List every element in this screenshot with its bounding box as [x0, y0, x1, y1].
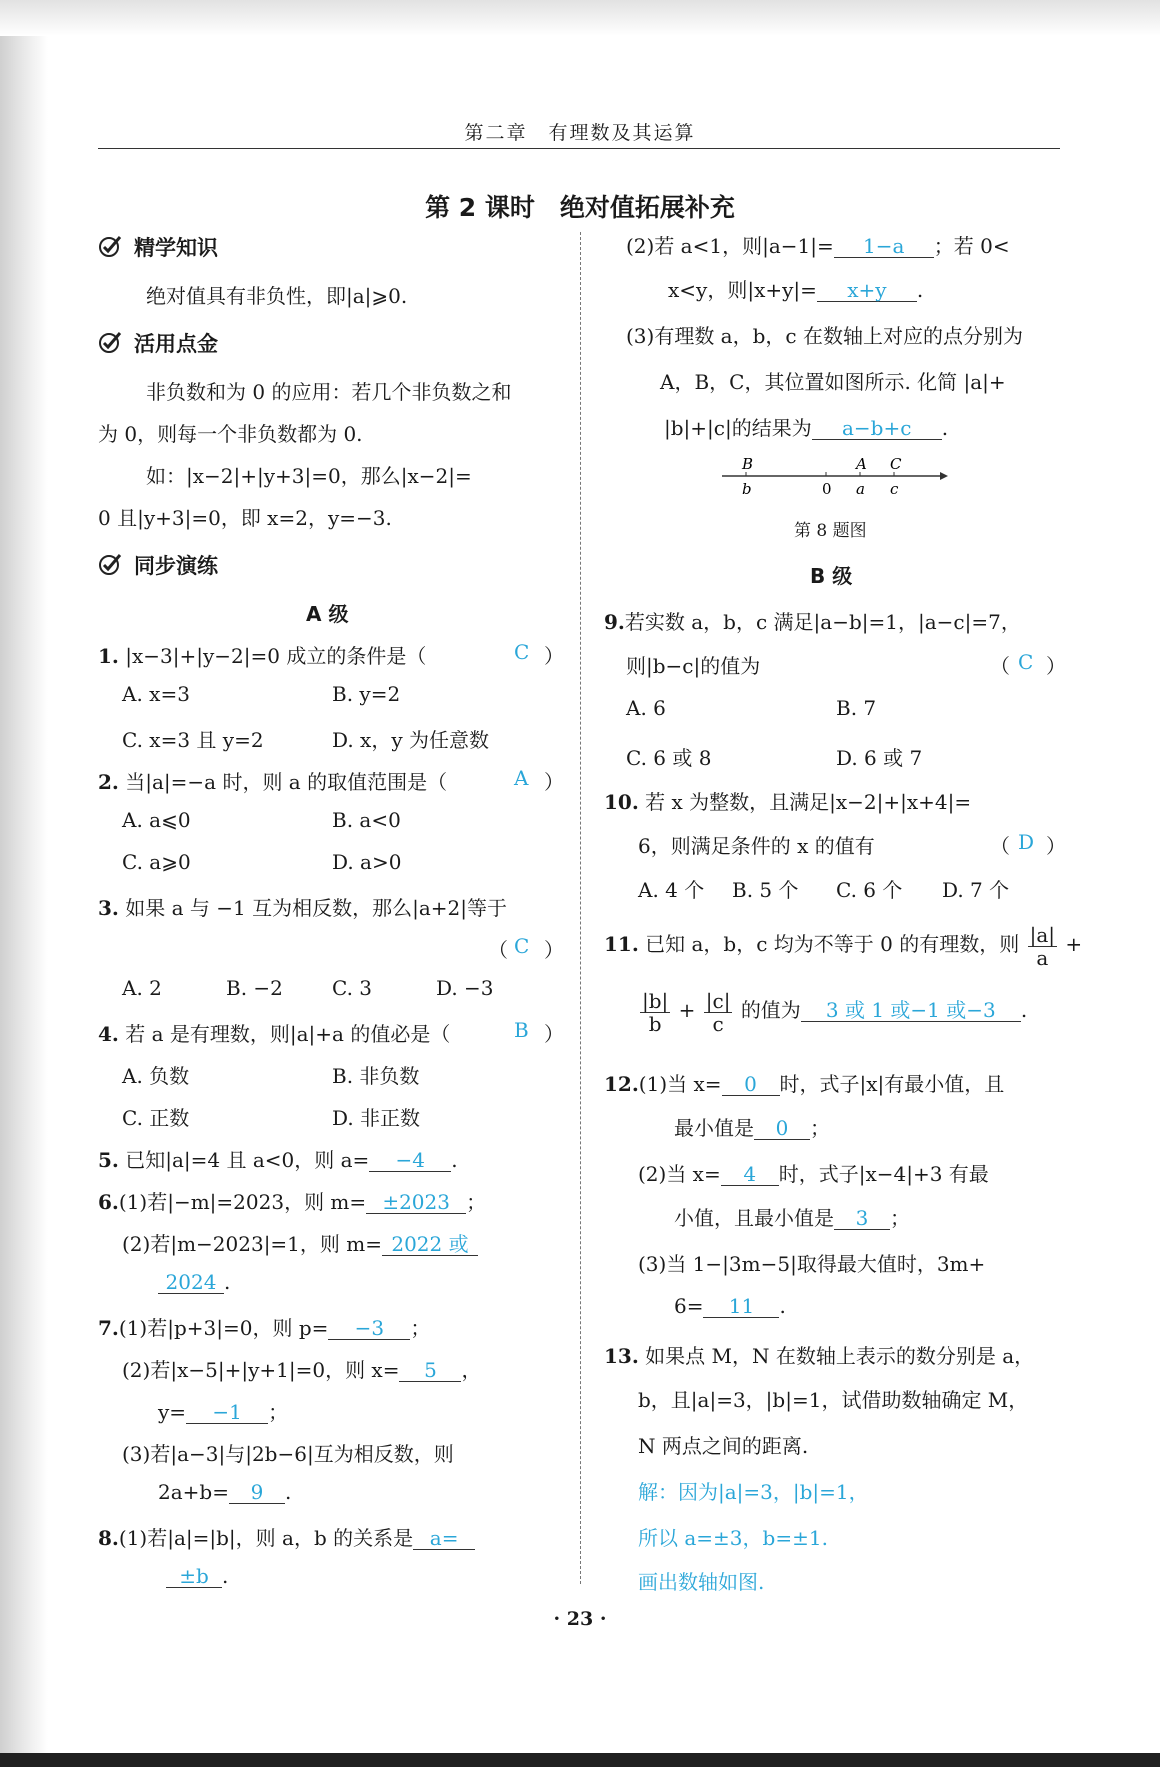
question-8-part-3-line-3: |b|+|c|的结果为 a−b+c .: [664, 416, 949, 440]
q2-answer: A: [514, 766, 529, 790]
q12-answer-2b: 3: [834, 1207, 890, 1230]
q11-answer: 3 或 1 或−1 或−3: [801, 999, 1021, 1022]
label-B: B: [742, 455, 754, 473]
q3-close: ）: [544, 938, 564, 962]
q8-answer-3: a−b+c: [812, 417, 942, 440]
q10-option-a: A. 4 个: [638, 878, 705, 902]
question-7-part-1: 7.(1)若|p+3|=0，则 p= −3 ；: [98, 1316, 431, 1340]
q1-option-c: C. x=3 且 y=2: [122, 728, 264, 752]
q1-option-d: D. x，y 为任意数: [332, 728, 489, 752]
q4-close: ）: [544, 1022, 564, 1046]
q13-solution-3: 画出数轴如图.: [638, 1570, 765, 1594]
check-badge-icon: [98, 330, 122, 354]
question-4: 4. 若 a 是有理数，则|a|+a 的值必是（: [98, 1022, 451, 1046]
tips-line-1: 非负数和为 0 的应用：若几个非负数之和: [146, 380, 512, 404]
question-8-part-3-line-2: A，B，C，其位置如图所示. 化简 |a|+: [660, 370, 1006, 394]
q6-answer-1: ±2023: [366, 1191, 466, 1214]
q3-option-c: C. 3: [332, 976, 373, 1000]
question-8-part-3: (3)有理数 a，b，c 在数轴上对应的点分别为: [626, 324, 1023, 348]
q9-option-b: B. 7: [836, 696, 877, 720]
q1-answer: C: [514, 640, 530, 664]
q8-answer-1b: ±b: [166, 1565, 222, 1588]
q2-option-a: A. a⩽0: [122, 808, 191, 832]
q13-solution-1: 解：因为|a|=3，|b|=1，: [638, 1480, 869, 1504]
question-8-part-2-cont: x<y，则|x+y|= x+y .: [668, 278, 924, 302]
q2-close: ）: [544, 770, 564, 794]
fraction-a: $\frac{|a|}{a}$: [1029, 923, 1056, 970]
q8-answer-2: 1−a: [834, 235, 934, 258]
q4-answer: B: [514, 1018, 529, 1042]
question-7-part-3: (3)若|a−3|与|2b−6|互为相反数，则: [122, 1442, 454, 1466]
question-2: 2. 当|a|=−a 时，则 a 的取值范围是（: [98, 770, 448, 794]
level-a-heading: A 级: [306, 602, 349, 626]
section-knowledge: 精学知识: [134, 236, 218, 260]
column-divider: [580, 232, 581, 1584]
q6-answer-2b: 2024: [158, 1271, 224, 1294]
q13-solution-2: 所以 a=±3，b=±1.: [638, 1526, 828, 1550]
page-edge-shadow: [0, 0, 48, 1767]
q4-option-c: C. 正数: [122, 1106, 190, 1130]
question-12-part-2: (2)当 x= 4 时，式子|x−4|+3 有最: [638, 1162, 989, 1186]
tips-line-3: 如：|x−2|+|y+3|=0，那么|x−2|=: [146, 464, 472, 488]
label-C: C: [890, 455, 902, 473]
fraction-c: $\frac{|c|}{c}$: [705, 989, 731, 1036]
question-6-part-2-cont: 2024 .: [158, 1270, 230, 1294]
number-line-arrow: [940, 472, 948, 480]
q12-answer-2: 4: [721, 1163, 779, 1186]
question-11-line-2: $\frac{|b|}{b}$ + $\frac{|c|}{c}$ 的值为 3 或 1 或−1 或−3 .: [642, 989, 1028, 1036]
fraction-b: $\frac{|b|}{b}$: [642, 989, 669, 1036]
q5-answer-blank: −4: [369, 1149, 451, 1172]
page-top-shadow: [0, 0, 1160, 36]
q1-option-a: A. x=3: [122, 682, 190, 706]
question-6-part-1: 6.(1)若|−m|=2023，则 m= ±2023 ；: [98, 1190, 487, 1214]
q7-answer-3: 9: [229, 1481, 285, 1504]
question-12-part-1: 12.(1)当 x= 0 时，式子|x|有最小值，且: [604, 1072, 1005, 1096]
number-line-figure: [718, 452, 950, 502]
question-3: 3. 如果 a 与 −1 互为相反数，那么|a+2|等于: [98, 896, 507, 920]
question-5: 5. 已知|a|=4 且 a<0，则 a= −4 .: [98, 1148, 458, 1172]
q1-close: ）: [544, 644, 564, 668]
q9-option-d: D. 6 或 7: [836, 746, 923, 770]
q12-answer-1: 0: [722, 1073, 780, 1096]
q4-option-d: D. 非正数: [332, 1106, 421, 1130]
q8-answer-2b: x+y: [817, 279, 917, 302]
q10-option-d: D. 7 个: [942, 878, 1010, 902]
q9-option-a: A. 6: [626, 696, 666, 720]
question-12-part-3-cont: 6= 11 .: [674, 1294, 786, 1318]
q9-answer: C: [1018, 650, 1034, 674]
q1-option-b: B. y=2: [332, 682, 401, 706]
q12-answer-3: 11: [703, 1295, 779, 1318]
q10-option-b: B. 5 个: [732, 878, 799, 902]
q3-option-d: D. −3: [436, 976, 494, 1000]
question-8-part-1: 8.(1)若|a|=|b|，则 a，b 的关系是 a=: [98, 1522, 475, 1551]
tips-line-4: 0 且|y+3|=0，即 x=2，y=−3.: [98, 506, 392, 530]
question-8-part-2: (2)若 a<1，则|a−1|= 1−a ；若 0<: [626, 234, 1010, 258]
q6-answer-2a: 2022 或: [382, 1233, 478, 1256]
q10-option-c: C. 6 个: [836, 878, 903, 902]
header-rule: [98, 148, 1060, 149]
q7-answer-1: −3: [328, 1317, 410, 1340]
question-7-part-3-cont: 2a+b= 9 .: [158, 1480, 292, 1504]
question-12-part-2-cont: 小值，且最小值是 3 ；: [674, 1206, 910, 1230]
question-13: 13. 如果点 M，N 在数轴上表示的数分别是 a，: [604, 1344, 1035, 1368]
q8-answer-1a: a=: [413, 1527, 475, 1550]
chapter-header: 第二章 有理数及其运算: [464, 122, 696, 144]
q4-option-a: A. 负数: [122, 1064, 190, 1088]
q9-close: ）: [1046, 654, 1066, 678]
question-8-part-1-cont: ±b .: [166, 1564, 228, 1588]
q9-option-c: C. 6 或 8: [626, 746, 712, 770]
question-13-line-3: N 两点之间的距离.: [638, 1434, 809, 1458]
check-badge-icon: [98, 552, 122, 576]
label-A: A: [856, 455, 867, 473]
q2-option-d: D. a>0: [332, 850, 402, 874]
q7-answer-2b: −1: [186, 1401, 268, 1424]
bottom-bar: [0, 1753, 1160, 1767]
q10-answer: D: [1018, 830, 1035, 854]
label-c: c: [890, 480, 899, 498]
question-12-part-1-cont: 最小值是 0 ；: [674, 1116, 830, 1140]
question-11: 11. 已知 a，b，c 均为不等于 0 的有理数，则 $\frac{|a|}{a}$ +: [604, 923, 1083, 970]
page-number: · 23 ·: [553, 1608, 607, 1630]
level-b-heading: B 级: [810, 564, 853, 588]
knowledge-text: 绝对值具有非负性，即|a|⩾0.: [146, 284, 408, 308]
q3-option-b: B. −2: [226, 976, 283, 1000]
label-0: 0: [822, 480, 832, 498]
lesson-title: 第 2 课时 绝对值拓展补充: [425, 193, 735, 222]
tips-line-2: 为 0，则每一个非负数都为 0.: [98, 422, 363, 446]
q3-option-a: A. 2: [122, 976, 162, 1000]
question-6-part-2: (2)若|m−2023|=1，则 m= 2022 或: [122, 1228, 478, 1257]
q10-close: ）: [1046, 834, 1066, 858]
q7-answer-2: 5: [399, 1359, 461, 1382]
question-12-part-3: (3)当 1−|3m−5|取得最大值时，3m+: [638, 1252, 986, 1276]
check-badge-icon: [98, 234, 122, 258]
question-7-part-2-cont: y= −1 ；: [158, 1400, 289, 1424]
question-13-line-2: b，且|a|=3，|b|=1，试借助数轴确定 M，: [638, 1388, 1029, 1412]
q2-option-b: B. a<0: [332, 808, 401, 832]
q12-answer-1b: 0: [754, 1117, 810, 1140]
question-1: 1. |x−3|+|y−2|=0 成立的条件是（: [98, 644, 427, 668]
question-9-line-2: 则|b−c|的值为: [626, 654, 761, 678]
question-10-line-2: 6，则满足条件的 x 的值有: [638, 834, 875, 858]
q9-open: （: [990, 654, 1010, 678]
figure-caption: 第 8 题图: [794, 521, 867, 541]
section-tips: 活用点金: [134, 332, 218, 356]
label-b: b: [742, 480, 752, 498]
q3-open: （: [488, 938, 508, 962]
question-10: 10. 若 x 为整数，且满足|x−2|+|x+4|=: [604, 790, 972, 814]
question-9: 9.若实数 a，b，c 满足|a−b|=1，|a−c|=7，: [604, 610, 1021, 634]
q4-option-b: B. 非负数: [332, 1064, 420, 1088]
question-7-part-2: (2)若|x−5|+|y+1|=0，则 x= 5 ，: [122, 1358, 482, 1382]
q10-open: （: [990, 834, 1010, 858]
q3-answer: C: [514, 934, 530, 958]
label-a: a: [856, 480, 865, 498]
section-practice: 同步演练: [134, 554, 218, 578]
q2-option-c: C. a⩾0: [122, 850, 191, 874]
